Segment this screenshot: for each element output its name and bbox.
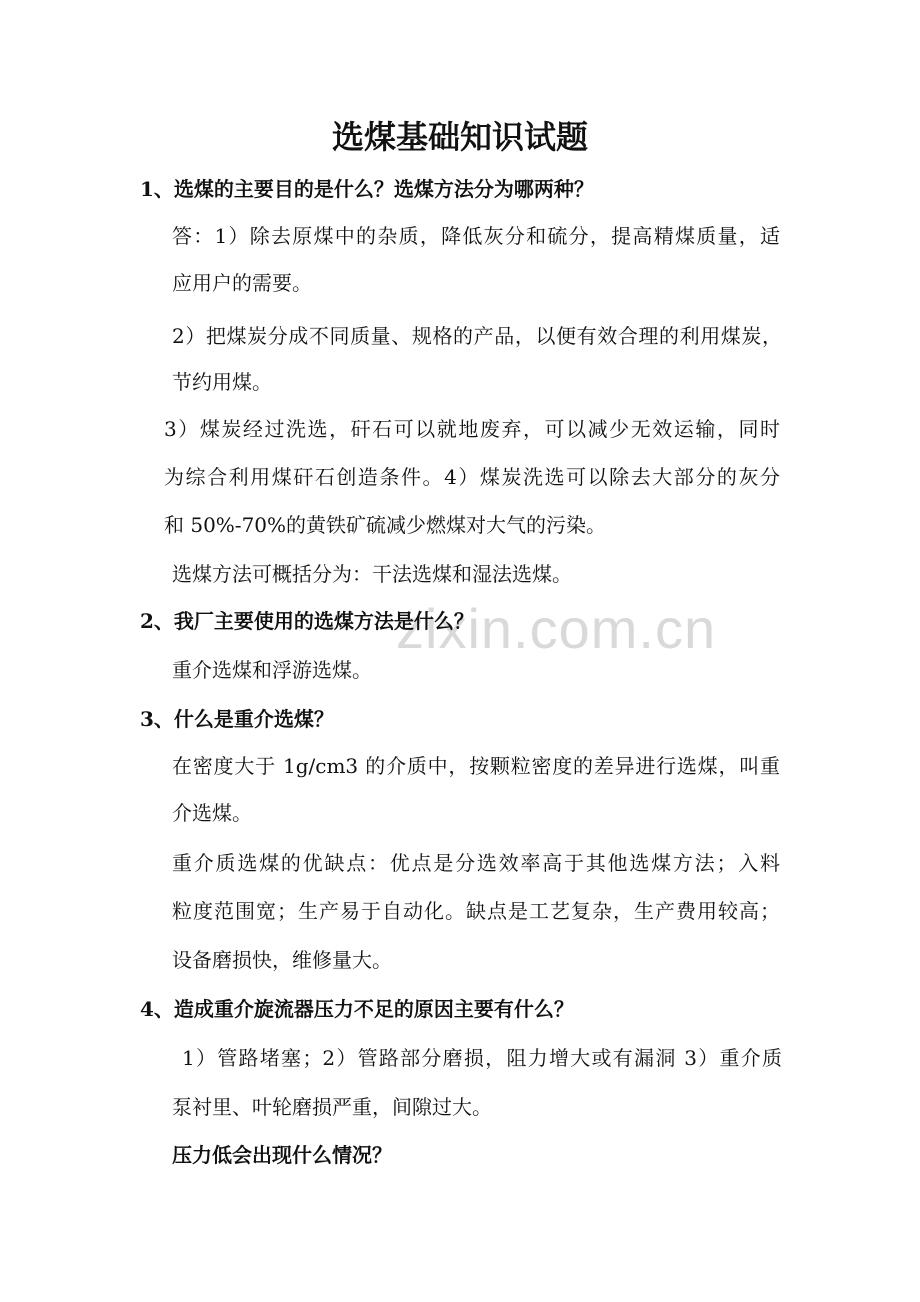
question-4-sub-question: 压力低会出现什么情况？ <box>172 1143 392 1167</box>
answer-1-point-2-line-2: 节约用煤。 <box>172 370 272 394</box>
answer-1-point-1-line-1: 答：1）除去原煤中的杂质，降低灰分和硫分，提高精煤质量，适 <box>172 224 780 248</box>
answer-1-point-3-line-1: 3）煤炭经过洗选，矸石可以就地废弃，可以减少无效运输，同时 <box>164 417 780 441</box>
answer-3-line-2: 介选煤。 <box>172 801 252 825</box>
answer-1-point-3-line-2: 为综合利用煤矸石创造条件。4）煤炭洗选可以除去大部分的灰分 <box>164 465 780 489</box>
watermark: zixin.com.cn <box>396 597 717 660</box>
answer-1-point-2-line-1: 2）把煤炭分成不同质量、规格的产品，以便有效合理的利用煤炭， <box>172 324 782 348</box>
answer-3-pros-cons-line-2: 粒度范围宽；生产易于自动化。缺点是工艺复杂，生产费用较高； <box>172 899 780 923</box>
answer-4-line-1: 1）管路堵塞；2）管路部分磨损，阻力增大或有漏洞 3）重介质 <box>182 1046 782 1070</box>
answer-1-methods: 选煤方法可概括分为：干法选煤和湿法选煤。 <box>172 562 572 586</box>
question-1: 1、选煤的主要目的是什么？选煤方法分为哪两种？ <box>140 177 594 201</box>
answer-2: 重介选煤和浮游选煤。 <box>172 658 372 682</box>
answer-3-pros-cons-line-3: 设备磨损快，维修量大。 <box>172 948 392 972</box>
answer-4-line-2: 泵衬里、叶轮磨损严重，间隙过大。 <box>172 1095 492 1119</box>
question-3: 3、什么是重介选煤？ <box>140 707 334 731</box>
answer-1-point-3-line-3: 和 50%-70%的黄铁矿硫减少燃煤对大气的污染。 <box>164 513 607 537</box>
page-title: 选煤基础知识试题 <box>331 118 588 156</box>
answer-3-line-1: 在密度大于 1g/cm3 的介质中，按颗粒密度的差异进行选煤，叫重 <box>172 754 780 778</box>
answer-3-pros-cons-line-1: 重介质选煤的优缺点：优点是分选效率高于其他选煤方法；入料 <box>172 851 780 875</box>
question-4: 4、造成重介旋流器压力不足的原因主要有什么？ <box>140 997 574 1021</box>
answer-1-point-1-line-2: 应用户的需要。 <box>172 271 312 295</box>
question-2: 2、我厂主要使用的选煤方法是什么？ <box>140 609 474 633</box>
